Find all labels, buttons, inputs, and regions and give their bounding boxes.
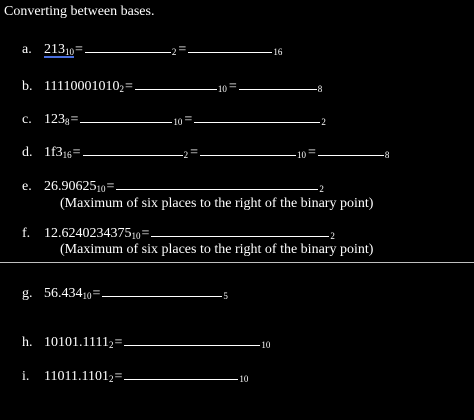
answer-blank-base10[interactable]: [124, 344, 260, 346]
answer-blank-base10[interactable]: [135, 88, 217, 90]
given-number: 1f316: [44, 145, 72, 160]
base-label: 10: [296, 150, 306, 160]
problem-i: [22, 369, 249, 385]
base-label: 2: [319, 184, 324, 194]
problem-f: [22, 226, 336, 242]
base-label: 16: [273, 47, 283, 57]
item-label: g.: [22, 286, 33, 301]
equals-sign: =: [141, 226, 150, 241]
equals-sign: =: [75, 42, 83, 57]
item-label: h.: [22, 335, 33, 350]
item-label: e.: [22, 179, 32, 194]
answer-blank-base2[interactable]: [194, 121, 320, 123]
item-label: d.: [22, 145, 33, 160]
answer-blank-base2[interactable]: [116, 188, 318, 190]
base-label: 5: [223, 291, 228, 301]
equals-sign: =: [228, 79, 237, 94]
equals-sign: =: [184, 112, 193, 127]
answer-blank-base10[interactable]: [124, 378, 238, 380]
answer-blank-base8[interactable]: [239, 88, 317, 90]
base-label: 2: [183, 150, 189, 160]
answer-blank-base10[interactable]: [80, 121, 172, 123]
answer-blank-base8[interactable]: [318, 154, 384, 156]
given-number: 56.43410: [44, 286, 92, 301]
item-label: b.: [22, 79, 33, 94]
problem-c: [22, 112, 327, 128]
item-label: i.: [22, 369, 30, 384]
base-label: 10: [239, 374, 249, 384]
base-label: 2: [330, 231, 335, 241]
problem-a: [22, 42, 283, 58]
answer-blank-base2[interactable]: [151, 235, 329, 237]
answer-blank-base16[interactable]: [188, 51, 272, 53]
equals-sign: =: [124, 79, 133, 94]
page-title: Converting between bases.: [4, 4, 155, 19]
problem-h: [22, 335, 271, 351]
equals-sign: =: [70, 112, 79, 127]
section-divider: [0, 262, 474, 263]
item-label: c.: [22, 112, 32, 127]
item-label: a.: [22, 42, 32, 57]
answer-blank-base5[interactable]: [102, 295, 222, 297]
equals-sign: =: [190, 145, 198, 160]
given-number: 111100010102: [44, 79, 124, 94]
equals-sign: =: [106, 179, 115, 194]
given-number: 10101.11112: [44, 335, 114, 350]
problem-d: [22, 145, 390, 161]
equals-sign: =: [178, 42, 187, 57]
base-label: 2: [321, 117, 326, 127]
base-label: 8: [384, 150, 390, 160]
given-number: 26.9062510: [44, 179, 106, 194]
problem-b: [22, 79, 323, 95]
answer-blank-base10[interactable]: [200, 154, 296, 156]
precision-note: (Maximum of six places to the right of the binary point): [60, 196, 374, 211]
equals-sign: =: [72, 145, 81, 160]
problem-g: [22, 286, 229, 302]
given-number: 12.624023437510: [44, 226, 141, 241]
given-number: 1238: [44, 112, 70, 127]
problem-e: [22, 179, 325, 195]
equals-sign: =: [307, 145, 316, 160]
answer-blank-base2[interactable]: [83, 154, 183, 156]
base-label: 10: [173, 117, 183, 127]
given-number: 11011.11012: [44, 369, 114, 384]
base-label: 8: [317, 84, 323, 94]
equals-sign: =: [114, 369, 123, 384]
precision-note: (Maximum of six places to the right of the binary point): [60, 242, 374, 257]
equals-sign: =: [114, 335, 123, 350]
answer-blank-base2[interactable]: [85, 51, 171, 53]
given-number: 21310: [44, 42, 74, 57]
base-label: 10: [217, 84, 227, 94]
equals-sign: =: [92, 286, 101, 301]
base-label: 2: [171, 47, 177, 57]
base-label: 10: [261, 340, 271, 350]
item-label: f.: [22, 226, 31, 241]
